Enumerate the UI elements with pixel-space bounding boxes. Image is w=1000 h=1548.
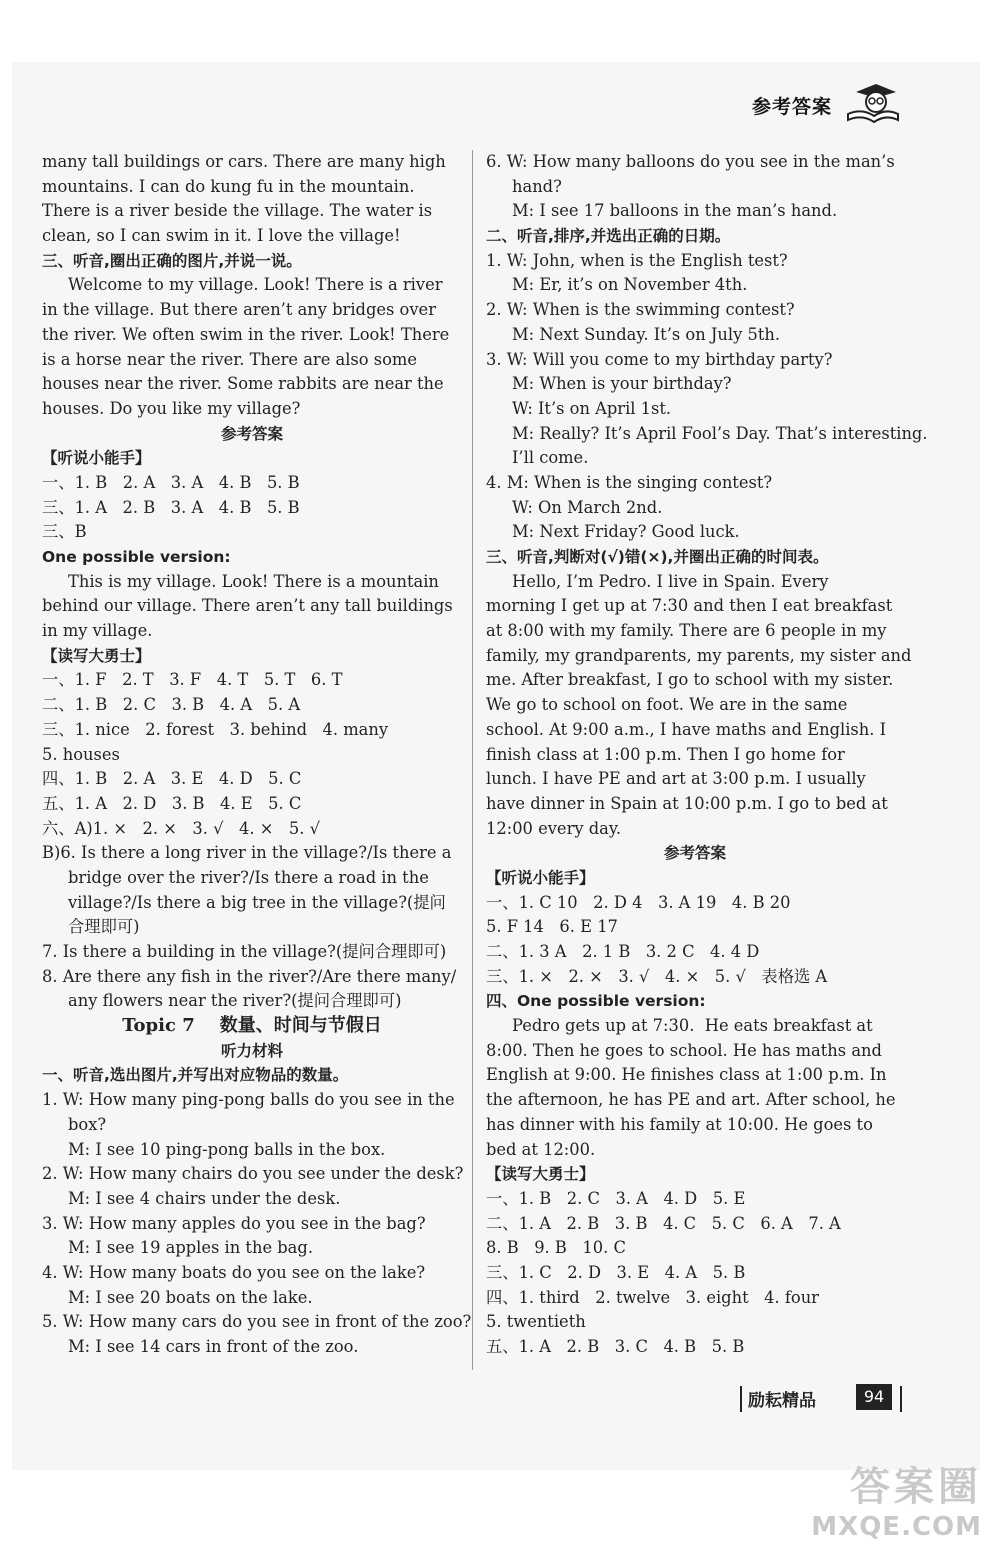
- text-line: 三、1. nice 2. forest 3. behind 4. many: [42, 719, 389, 739]
- text-line: 1. W: John, when is the English test?: [486, 250, 788, 270]
- section-heading: 【读写大勇士】: [486, 1165, 595, 1184]
- left-column: [42, 150, 472, 1360]
- dialogue-line: M: I see 10 ping-pong balls in the box.: [68, 1139, 386, 1159]
- paragraph-line: This is my village. Look! There is a mountain: [68, 571, 439, 591]
- dialogue-line: box?: [68, 1114, 107, 1134]
- paragraph-line: Welcome to my village. Look! There is a river: [68, 275, 443, 295]
- text-line: 二、1. B 2. C 3. B 4. A 5. A: [42, 695, 301, 715]
- section-heading: 四、One possible version:: [486, 992, 706, 1011]
- text-line: finish class at 1:00 p.m. Then I go home for: [486, 744, 845, 764]
- column-divider: [472, 150, 473, 1370]
- text-line: 8:00. Then he goes to school. He has maths and: [486, 1040, 882, 1060]
- text-line: 一、1. C 10 2. D 4 3. A 19 4. B 20: [486, 892, 791, 912]
- dialogue-line: W: On March 2nd.: [512, 497, 663, 517]
- page-header: [0, 0, 1000, 140]
- text-line: 4. W: How many boats do you see on the lake?: [42, 1262, 426, 1282]
- dialogue-line: M: Really? It’s April Fool’s Day. That’s interesting.: [512, 423, 928, 443]
- text-line: 三、B: [42, 522, 87, 542]
- reading-student-icon: [846, 80, 900, 124]
- text-line: 三、1. A 2. B 3. A 4. B 5. B: [42, 497, 300, 517]
- dialogue-line: M: Next Sunday. It’s on July 5th.: [512, 324, 781, 344]
- dialogue-line: M: Er, it’s on November 4th.: [512, 275, 748, 295]
- text-line: 5. F 14 6. E 17: [486, 917, 618, 937]
- text-line: clean, so I can swim in it. I love the village!: [42, 226, 401, 246]
- section-heading: 【听说小能手】: [486, 868, 595, 887]
- dialogue-line: M: When is your birthday?: [512, 374, 732, 394]
- text-line: family, my grandparents, my parents, my sister and: [486, 645, 912, 665]
- text-line: 2. W: When is the swimming contest?: [486, 300, 795, 320]
- text-line: in the village. But there aren’t any bridges over: [42, 300, 436, 320]
- header-title: 参考答案: [752, 96, 833, 118]
- section-heading: 【听说小能手】: [42, 449, 151, 468]
- dialogue-line: M: I see 4 chairs under the desk.: [68, 1188, 341, 1208]
- text-line: 五、1. A 2. D 3. B 4. E 5. C: [42, 793, 302, 813]
- text-line: English at 9:00. He finishes class at 1:00 p.m. In: [486, 1065, 887, 1085]
- watermark: [811, 1455, 982, 1542]
- text-line: has dinner with his family at 10:00. He goes to: [486, 1114, 873, 1134]
- text-line: B)6. Is there a long river in the village?/Is there a: [42, 843, 452, 863]
- text-line: 3. W: Will you come to my birthday party?: [486, 349, 833, 369]
- paragraph-line: 合理即可): [68, 917, 140, 937]
- text-line: 6. W: How many balloons do you see in the man’s: [486, 152, 895, 171]
- dialogue-line: M: I see 17 balloons in the man’s hand.: [512, 201, 838, 221]
- dialogue-line: W: It’s on April 1st.: [512, 398, 672, 418]
- text-line: 六、A)1. × 2. × 3. √ 4. × 5. √: [42, 818, 320, 838]
- section-heading: 一、听音,选出图片,并写出对应物品的数量。: [42, 1066, 349, 1085]
- dialogue-line: M: I see 19 apples in the bag.: [68, 1238, 313, 1258]
- text-line: houses. Do you like my village?: [42, 398, 301, 418]
- text-line: We go to school on foot. We are in the same: [486, 695, 848, 715]
- watermark-url: MXQE.COM: [811, 1512, 982, 1542]
- dialogue-line: I’ll come.: [512, 448, 589, 468]
- text-line: morning I get up at 7:30 and then I eat breakfast: [486, 596, 893, 616]
- footer-bar-left: [740, 1386, 742, 1412]
- section-heading: 三、听音,圈出正确的图片,并说一说。: [42, 251, 302, 270]
- text-line: is a horse near the river. There are also some: [42, 349, 418, 369]
- text-line: the afternoon, he has PE and art. After school, he: [486, 1090, 896, 1110]
- section-heading: 二、听音,排序,并选出正确的日期。: [486, 227, 731, 246]
- text-line: 5. W: How many cars do you see in front of the zoo?: [42, 1312, 472, 1332]
- text-line: many tall buildings or cars. There are many high: [42, 152, 446, 171]
- text-line: bed at 12:00.: [486, 1139, 596, 1159]
- text-line: 3. W: How many apples do you see in the bag?: [42, 1213, 426, 1233]
- footer-brand: 励耘精品: [748, 1391, 816, 1411]
- dialogue-line: M: I see 20 boats on the lake.: [68, 1287, 313, 1307]
- text-line: There is a river beside the village. The water is: [42, 201, 433, 221]
- text-line: 8. B 9. B 10. C: [486, 1238, 626, 1258]
- text-line: mountains. I can do kung fu in the mountain.: [42, 176, 415, 196]
- paragraph-line: any flowers near the river?(提问合理即可): [68, 991, 402, 1011]
- dialogue-line: M: Next Friday? Good luck.: [512, 522, 740, 542]
- text-line: 二、1. A 2. B 3. B 4. C 5. C 6. A 7. A: [486, 1213, 841, 1233]
- text-line: lunch. I have PE and art at 3:00 p.m. I usually: [486, 769, 866, 789]
- section-heading: 【读写大勇士】: [42, 646, 151, 665]
- text-line: 三、1. × 2. × 3. √ 4. × 5. √ 表格选 A: [486, 966, 828, 986]
- text-line: 三、1. C 2. D 3. E 4. A 5. B: [486, 1262, 746, 1282]
- section-title: 参考答案: [663, 844, 726, 863]
- text-line: 12:00 every day.: [486, 818, 622, 838]
- paragraph-line: bridge over the river?/Is there a road in the: [68, 867, 429, 887]
- section-title: 听力材料: [220, 1041, 283, 1060]
- text-line: in my village.: [42, 621, 153, 641]
- text-line: 5. houses: [42, 744, 120, 764]
- paragraph-line: village?/Is there a big tree in the village?(提问: [68, 892, 446, 912]
- right-column: [486, 150, 928, 1360]
- text-line: 一、1. B 2. A 3. A 4. B 5. B: [42, 472, 300, 492]
- text-line: the river. We often swim in the river. Look! There: [42, 324, 450, 344]
- text-line: at 8:00 with my family. There are 6 people in my: [486, 621, 887, 641]
- text-line: 五、1. A 2. B 3. C 4. B 5. B: [486, 1337, 745, 1356]
- page-number: 94: [856, 1384, 892, 1410]
- text-line: 1. W: How many ping-pong balls do you see in the: [42, 1090, 455, 1110]
- text-line: 四、1. third 2. twelve 3. eight 4. four: [486, 1287, 819, 1307]
- text-line: 7. Is there a building in the village?(提问合理即可): [42, 942, 447, 961]
- dialogue-line: hand?: [512, 176, 562, 196]
- text-line: houses near the river. Some rabbits are near the: [42, 374, 444, 394]
- text-line: 8. Are there any fish in the river?/Are there many/: [42, 966, 457, 986]
- paragraph-line: Pedro gets up at 7:30. He eats breakfast at: [512, 1016, 873, 1036]
- text-line: 一、1. B 2. C 3. A 4. D 5. E: [486, 1188, 746, 1208]
- text-line: have dinner in Spain at 10:00 p.m. I go to bed at: [486, 793, 888, 813]
- text-line: me. After breakfast, I go to school with my sister.: [486, 670, 894, 690]
- text-line: 5. twentieth: [486, 1312, 586, 1332]
- paragraph-line: Hello, I’m Pedro. I live in Spain. Every: [512, 571, 829, 591]
- section-heading: One possible version:: [42, 548, 231, 566]
- section-title: 参考答案: [220, 424, 283, 443]
- text-line: 4. M: When is the singing contest?: [486, 472, 773, 492]
- text-line: school. At 9:00 a.m., I have maths and English. I: [486, 719, 887, 739]
- dialogue-line: M: I see 14 cars in front of the zoo.: [68, 1337, 359, 1356]
- section-heading: 三、听音,判断对(√)错(×),并圈出正确的时间表。: [486, 548, 829, 566]
- text-line: 2. W: How many chairs do you see under the desk?: [42, 1164, 464, 1184]
- text-line: 一、1. F 2. T 3. F 4. T 5. T 6. T: [42, 670, 343, 690]
- text-line: behind our village. There aren’t any tall buildings: [42, 596, 453, 616]
- watermark-logo: 答案圈: [850, 1464, 982, 1510]
- footer-bar-right: [900, 1386, 902, 1412]
- text-line: 四、1. B 2. A 3. E 4. D 5. C: [42, 769, 302, 789]
- topic-heading: Topic 7 数量、时间与节假日: [122, 1015, 382, 1037]
- text-line: 二、1. 3 A 2. 1 B 3. 2 C 4. 4 D: [486, 942, 760, 961]
